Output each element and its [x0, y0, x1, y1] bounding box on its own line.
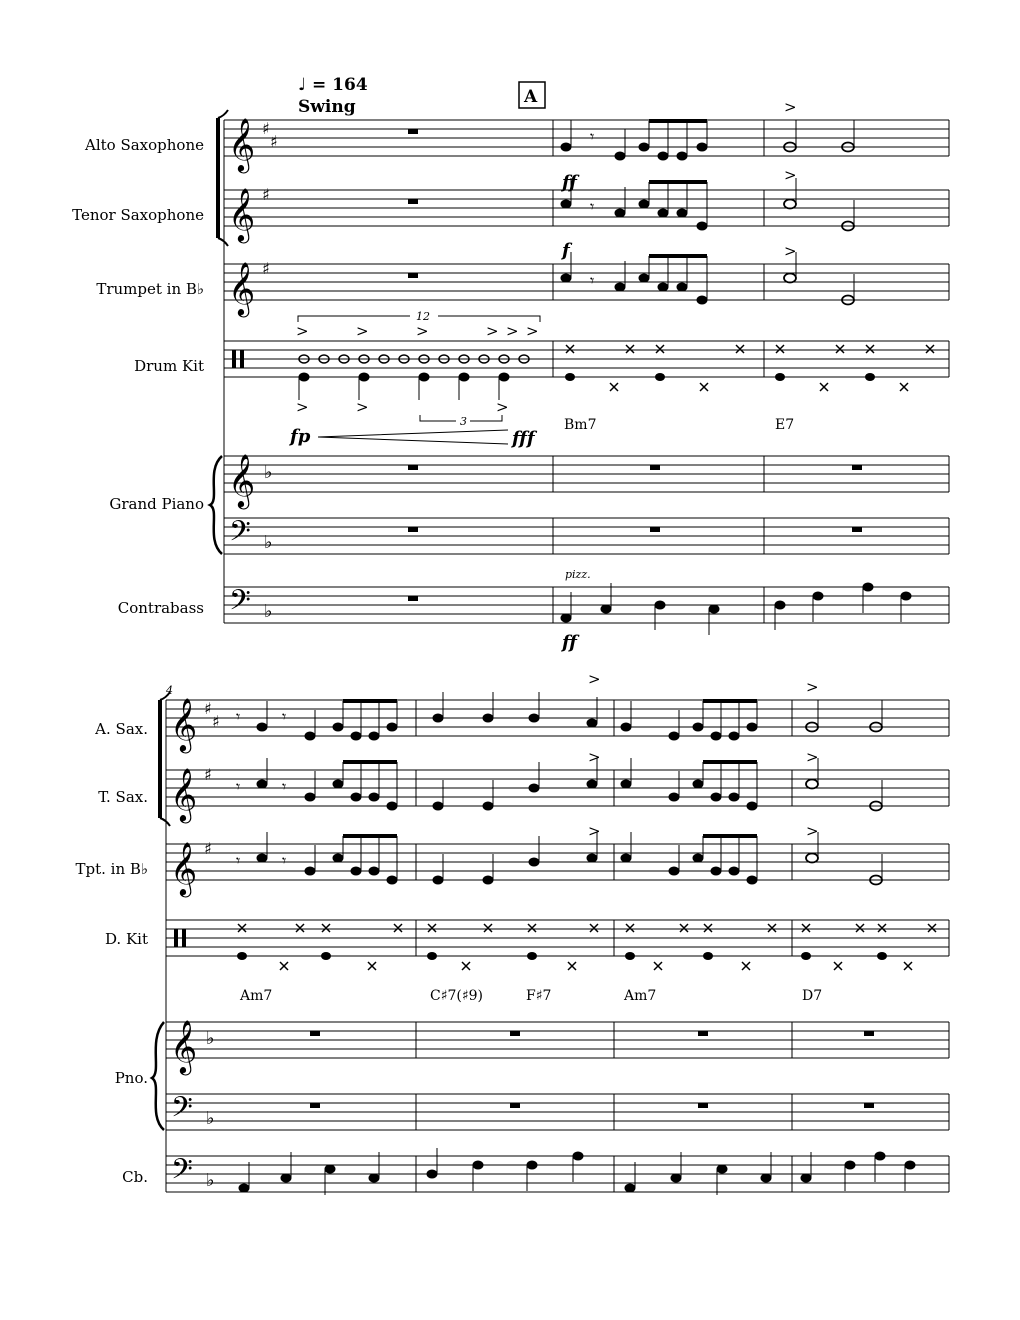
dynamic-alto-ff: ff: [562, 172, 577, 193]
instrument-short-drum-kit: D. Kit: [104, 930, 148, 948]
key-sig-tenor-sharp: ♯: [262, 185, 270, 204]
svg-text:𝄾: 𝄾: [236, 851, 241, 870]
svg-text:𝄾: 𝄾: [236, 777, 241, 796]
accent-alto-m3: >: [784, 98, 797, 116]
contrabass-notes-system1: [561, 583, 911, 635]
dynamic-fff: fff: [512, 428, 535, 449]
instrument-short-alto-sax: A. Sax.: [95, 720, 148, 738]
tuplet-bracket-upper: [298, 310, 540, 323]
instrument-name-trumpet: Trumpet in B♭: [96, 280, 204, 298]
treble-clef-piano: 𝄞: [228, 453, 256, 507]
key-sig-flat: ♭: [206, 1108, 215, 1129]
chord-symbol: Am7: [624, 988, 657, 1004]
rehearsal-mark: [519, 82, 545, 108]
accent-trumpet-m3: >: [784, 242, 797, 260]
piano-brace-system2: [152, 1022, 164, 1130]
staff-trumpet-system1: [224, 264, 949, 300]
trumpet-notes-system2: [236, 832, 882, 885]
bass-clef-piano-s2: 𝄢: [171, 1091, 193, 1131]
instrument-short-tenor-sax: T. Sax.: [98, 788, 148, 806]
accent-tenor: >: [588, 748, 601, 766]
staff-piano-treble-system2: [166, 1022, 949, 1058]
drum-accent: >: [356, 322, 369, 340]
drum-accent: >: [356, 398, 369, 416]
instrument-name-alto-sax: Alto Saxophone: [85, 136, 204, 154]
svg-text:𝄾: 𝄾: [282, 777, 287, 796]
bass-clef-contrabass-s2: 𝄢: [171, 1153, 193, 1193]
chord-symbol: D7: [802, 988, 823, 1004]
drum-accent: >: [296, 322, 309, 340]
accent-trumpet: >: [588, 822, 601, 840]
svg-text:𝄾: 𝄾: [590, 271, 595, 290]
key-sig-flat: ♭: [206, 1170, 215, 1191]
treble-clef-trumpet: 𝄞: [228, 261, 256, 315]
bass-clef-contrabass: 𝄢: [229, 584, 251, 624]
accent-trumpet: >: [806, 822, 819, 840]
drum-accent: >: [526, 322, 539, 340]
key-sig-sharp: ♯: [204, 765, 212, 784]
tempo-marking: [298, 75, 368, 117]
treble-clef-trumpet-s2: 𝄞: [170, 841, 198, 895]
alto-notes-system1: [561, 119, 854, 160]
dynamic-tenor-f: f: [562, 240, 570, 261]
instrument-name-drum-kit: Drum Kit: [134, 357, 204, 375]
bass-technique-pizz: pizz.: [565, 568, 591, 581]
chord-symbol: Bm7: [564, 417, 597, 433]
drum-accent: >: [496, 398, 509, 416]
key-sig-flat: ♭: [206, 1028, 215, 1049]
svg-text:𝄾: 𝄾: [236, 707, 241, 726]
key-sig-sharp-2: ♯: [270, 132, 278, 151]
staff-piano-treble-system1: [224, 456, 949, 492]
treble-clef-tenor-s2: 𝄞: [170, 767, 198, 821]
drum-accent: >: [416, 322, 429, 340]
svg-text:𝄾: 𝄾: [282, 851, 287, 870]
key-sig-sharp: ♯: [204, 699, 212, 718]
dynamic-bass-ff: ff: [562, 632, 577, 653]
svg-text:𝄾: 𝄾: [590, 127, 595, 146]
key-sig-piano-flat: ♭: [264, 462, 273, 483]
instrument-short-trumpet: Tpt. in B♭: [75, 860, 148, 878]
piano-rests-system2: [310, 1031, 874, 1108]
measure-number: 4: [166, 684, 173, 697]
drum-accent: >: [296, 398, 309, 416]
tuplet-bracket-lower: [420, 415, 502, 428]
instrument-name-piano: Grand Piano: [109, 495, 204, 513]
staff-piano-bass-system1: [224, 518, 949, 554]
key-sig-sharp-1: ♯: [262, 119, 270, 138]
instrument-short-contrabass: Cb.: [122, 1168, 148, 1186]
chord-symbol: F♯7: [526, 988, 552, 1004]
staff-tenor-sax-system1: [224, 190, 949, 226]
accent-alto: >: [806, 678, 819, 696]
key-sig-piano-bass-flat: ♭: [264, 532, 273, 553]
accent-tenor-m3: >: [784, 166, 797, 184]
dynamic-fp: fp: [290, 426, 311, 447]
svg-text:𝄾: 𝄾: [282, 707, 287, 726]
accent-tenor: >: [806, 748, 819, 766]
tempo-note-glyph: ♩: [298, 75, 307, 95]
instrument-short-piano: Pno.: [114, 1069, 148, 1087]
key-sig-sharp: ♯: [204, 839, 212, 858]
key-sig-sharp: ♯: [212, 712, 220, 731]
tuplet-upper-number: 12: [416, 310, 430, 323]
chord-symbol: Am7: [240, 988, 273, 1004]
alto-notes-system2: [236, 692, 882, 740]
drum-accent: >: [486, 322, 499, 340]
style-text: Swing: [298, 97, 356, 117]
tuplet-lower-number: 3: [460, 415, 467, 428]
contrabass-notes-system2: [239, 1148, 915, 1195]
drum-accent: >: [506, 322, 519, 340]
key-sig-trumpet-sharp: ♯: [262, 259, 270, 278]
staff-alto-sax-system1: [224, 120, 949, 156]
drum-dynamics: [288, 426, 538, 449]
staff-contrabass-system1: [224, 587, 949, 623]
key-sig-contrabass-flat: ♭: [264, 601, 273, 622]
instrument-name-tenor-sax: Tenor Saxophone: [72, 206, 204, 224]
treble-clef-alto-s2: 𝄞: [170, 697, 198, 751]
piano-brace: [210, 456, 222, 554]
tenor-notes-system1: [561, 178, 854, 231]
bass-clef-piano: 𝄢: [229, 515, 251, 555]
rehearsal-mark-label: A: [524, 87, 538, 107]
staff-piano-bass-system2: [166, 1094, 949, 1130]
chord-symbol: C♯7(♯9): [430, 988, 483, 1004]
chord-symbol: E7: [775, 417, 795, 433]
treble-clef-piano-s2: 𝄞: [170, 1019, 198, 1073]
tempo-text: = 164: [312, 75, 368, 95]
accent-alto: >: [588, 670, 601, 688]
staff-drum-kit-system1: [224, 341, 949, 377]
treble-clef-tenor: 𝄞: [228, 187, 256, 241]
staff-drum-kit-system2: [166, 920, 949, 956]
instrument-name-contrabass: Contrabass: [117, 599, 204, 617]
treble-clef-alto: 𝄞: [228, 117, 256, 171]
drum-accents-system1: [296, 322, 539, 416]
trumpet-notes-system1: [561, 252, 854, 305]
tenor-notes-system2: [236, 758, 882, 811]
svg-text:𝄾: 𝄾: [590, 197, 595, 216]
